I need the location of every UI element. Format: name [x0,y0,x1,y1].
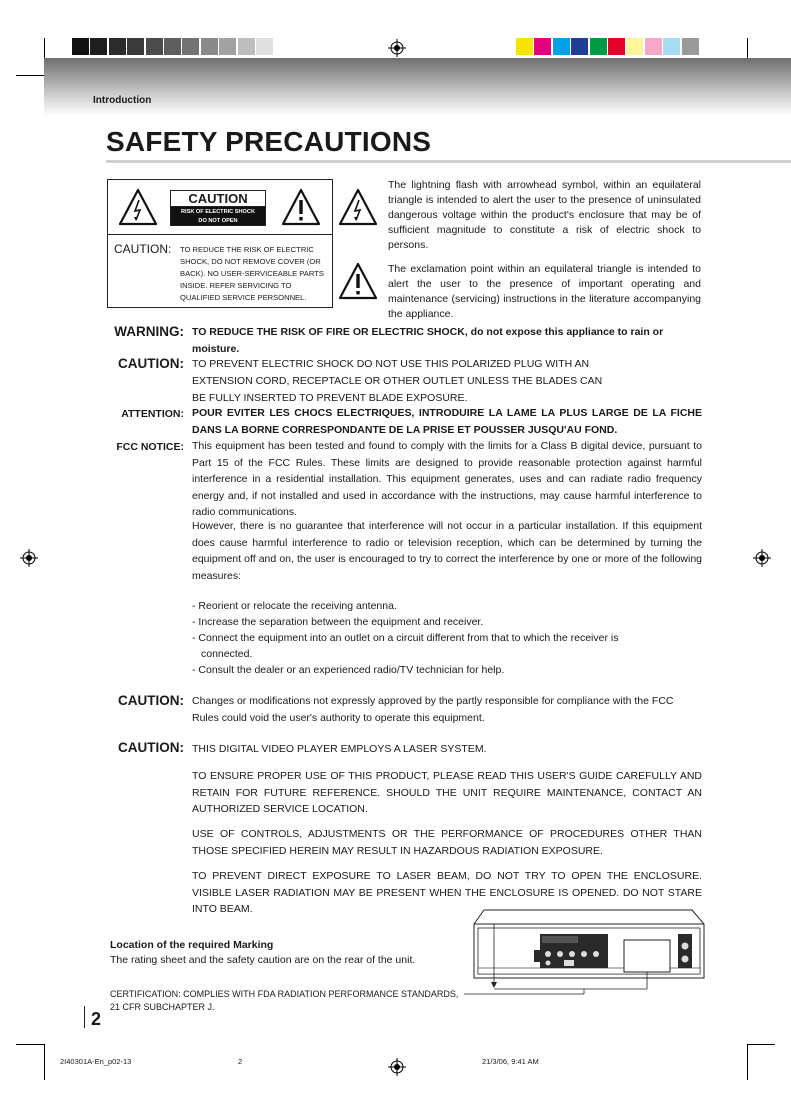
exclamation-warning-icon [281,188,321,226]
page-number: 2 [91,1009,102,1029]
gray-swatch [201,38,218,55]
gray-swatch [90,38,107,55]
caution-laser-label: CAUTION: [118,740,184,755]
registration-target-icon [388,1058,406,1076]
registration-target-icon [753,549,771,567]
color-swatch [590,38,607,55]
caution-modification-text: Changes or modifications not expressly approved by the partly responsible for compliance with the FCC Rules could void the user's authority to operate this equipment. [192,695,674,724]
attention-text: POUR EVITER LES CHOCS ELECTRIQUES, INTRODUIRE LA LAME LA PLUS LARGE DE LA FICHE DANS LA BORNE CORRESPONDANTE DE LA PRISE ET POUSSER JUSQU'AU FOND. [192,407,702,436]
page-title: SAFETY PRECAUTIONS [106,126,432,157]
caution-box-divider [108,234,332,235]
footer-date: 21/3/06, 9:41 AM [482,1057,539,1066]
gray-swatch [238,38,255,55]
color-swatch [663,38,680,55]
exclamation-symbol-text: The exclamation point within an equilateral triangle is intended to alert the user to the presence of important operating and maintenance (servicing) instructions in the literature accompanying the appliance. [388,263,701,320]
gray-swatch [219,38,236,55]
warning-text: TO REDUCE THE RISK OF FIRE OR ELECTRIC SHOCK, do not expose this appliance to rain or moisture. [192,326,664,355]
fcc-measure-item: - Connect the equipment into an outlet on a circuit different from that to which the receiver is [192,632,619,644]
registration-target-icon [20,549,38,567]
lightning-symbol-icon [338,188,378,226]
title-rule [106,160,791,163]
fcc-measure-item: - Consult the dealer or an experienced radio/TV technician for help. [192,664,505,676]
caution-box-text: TO REDUCE THE RISK OF ELECTRIC SHOCK, DO NOT REMOVE COVER (OR BACK). NO USER-SERVICEABLE PARTS INSIDE. REFER SERVICING TO QUALIFIED SERVICE PERSONNEL. [180,245,324,302]
gray-swatch [256,38,273,55]
caution-box-label: CAUTION: [114,242,172,256]
laser-paragraph: TO ENSURE PROPER USE OF THIS PRODUCT, PLEASE READ THIS USER'S GUIDE CAREFULLY AND RETAIN FOR FUTURE REFERENCE. SHOULD THE UNIT REQUIRE MAINTENANCE, CONTACT AN AUTHORIZED SERVICE LOCATION. [192,770,702,815]
certification-text: CERTIFICATION: COMPLIES WITH FDA RADIATION PERFORMANCE STANDARDS, 21 CFR SUBCHAPTER J. [110,989,459,1012]
color-swatch [626,38,643,55]
color-swatch [553,38,570,55]
color-swatch [571,38,588,55]
caution-plug-label: CAUTION: [118,356,184,371]
caution-plug-line-2: EXTENSION CORD, RECEPTACLE OR OTHER OUTLET UNLESS THE BLADES CAN [192,375,603,387]
gray-swatch [164,38,181,55]
gray-swatch [146,38,163,55]
caution-badge-subtitle [171,207,265,225]
caution-modification-label: CAUTION: [118,693,184,708]
fcc-paragraph-1: This equipment has been tested and found to comply with the limits for a Class B digital device, pursuant to Part 15 of the FCC Rules. These limits are designed to provide reasonable protection against harmful interference in a residential installation. This equipment generates, uses and can radiate radio frequency energy and, if not installed and used in accordance with the instructions, may cause harmful interference to radio communications. [192,440,702,518]
gray-swatch [127,38,144,55]
rear-panel-illustration [464,906,714,1006]
footer-file-name: 2I40301A-En_p02-13 [60,1057,132,1066]
caution-label-box [107,179,333,308]
footer-page: 2 [238,1057,243,1066]
fcc-paragraph-2: However, there is no guarantee that interference will not occur in a particular installation. If this equipment does cause harmful interference to radio or television reception, which can be determined by turning the equipment off and on, the user is encouraged to try to correct the interference by one or more of the following measures: [192,520,702,582]
color-swatch [682,38,699,55]
color-swatch [534,38,551,55]
badge-subtitle-line-1: RISK OF ELECTRIC SHOCK [181,209,255,215]
registration-target-icon [388,39,406,57]
gray-swatch [109,38,126,55]
gray-swatch [72,38,89,55]
laser-paragraph: USE OF CONTROLS, ADJUSTMENTS OR THE PERFORMANCE OF PROCEDURES OTHER THAN THOSE SPECIFIED HEREIN MAY RESULT IN HAZARDOUS RADIATION EXPOSURE. [192,828,702,857]
caution-plug-line-3: BE FULLY INSERTED TO PREVENT BLADE EXPOSURE. [192,392,468,404]
laser-paragraph: TO PREVENT DIRECT EXPOSURE TO LASER BEAM, DO NOT TRY TO OPEN THE ENCLOSURE. VISIBLE LASER RADIATION MAY BE PRESENT WHEN THE ENCLOSURE IS OPENED. DO NOT STARE INTO BEAM. [192,870,702,915]
marking-text: The rating sheet and the safety caution are on the rear of the unit. [110,954,416,966]
color-swatch [608,38,625,55]
color-swatch [516,38,533,55]
caution-badge [170,190,266,226]
laser-paragraph: THIS DIGITAL VIDEO PLAYER EMPLOYS A LASER SYSTEM. [192,743,487,755]
lightning-symbol-text: The lightning flash with arrowhead symbol, within an equilateral triangle is intended to alert the user to the presence of uninsulated dangerous voltage within the product's enclosure that may be of sufficient magnitude to constitute a risk of electric shock to persons. [388,179,701,251]
warning-label: WARNING: [114,324,184,339]
color-swatch [645,38,662,55]
section-label: Introduction [93,95,152,106]
lightning-warning-icon [118,188,158,226]
caution-plug-line-1: TO PREVENT ELECTRIC SHOCK DO NOT USE THIS POLARIZED PLUG WITH AN [192,358,590,370]
fcc-measure-item: - Increase the separation between the equipment and receiver. [192,616,484,628]
exclamation-symbol-icon [338,262,378,300]
marking-title: Location of the required Marking [110,939,274,951]
badge-subtitle-line-2: DO NOT OPEN [198,217,238,224]
fcc-notice-label: FCC NOTICE: [116,441,184,453]
fcc-measure-item: connected. [201,648,253,660]
caution-badge-title: CAUTION [171,191,265,207]
header-band [44,58,791,116]
attention-label: ATTENTION: [121,408,184,420]
gray-swatch [182,38,199,55]
fcc-measure-item: - Reorient or relocate the receiving antenna. [192,600,397,612]
page-number-rule [84,1006,85,1028]
